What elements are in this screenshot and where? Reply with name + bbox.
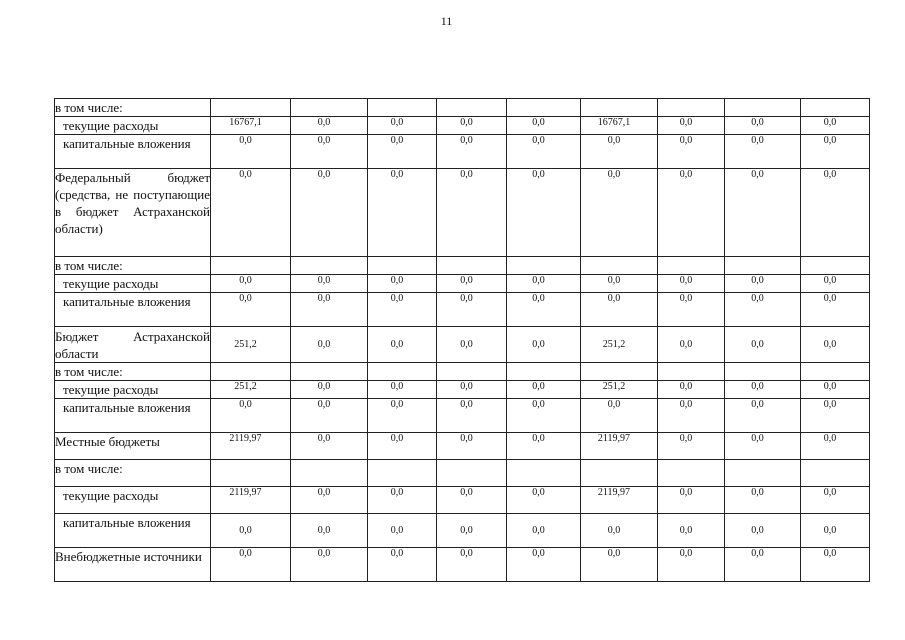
value-cell bbox=[725, 293, 801, 327]
value-cell bbox=[291, 363, 368, 381]
value-cell bbox=[801, 257, 870, 275]
value-cell bbox=[725, 514, 801, 548]
cell-value: 0,0 bbox=[460, 275, 473, 286]
value-cell bbox=[581, 117, 658, 135]
value-cell bbox=[368, 293, 437, 327]
value-cell bbox=[581, 135, 658, 169]
value-cell bbox=[437, 169, 507, 257]
cell-value: 0,0 bbox=[823, 548, 837, 559]
row-label: текущие расходы bbox=[55, 275, 211, 293]
table-row bbox=[55, 135, 870, 169]
cell-value: 0,0 bbox=[823, 487, 837, 498]
value-cell bbox=[581, 399, 658, 433]
cell-value: 0,0 bbox=[679, 381, 693, 392]
value-cell bbox=[211, 117, 291, 135]
value-cell bbox=[211, 487, 291, 514]
value-cell bbox=[211, 293, 291, 327]
cell-value: 0,0 bbox=[532, 548, 545, 559]
table-row bbox=[55, 548, 870, 582]
cell-value: 0,0 bbox=[239, 524, 252, 536]
cell-value: 0,0 bbox=[317, 433, 331, 444]
value-cell bbox=[368, 399, 437, 433]
value-cell bbox=[291, 381, 368, 399]
value-cell bbox=[581, 363, 658, 381]
value-cell bbox=[581, 433, 658, 460]
cell-value: 0,0 bbox=[532, 169, 545, 180]
value-cell bbox=[507, 257, 581, 275]
value-cell bbox=[368, 548, 437, 582]
cell-value: 0,0 bbox=[751, 381, 764, 392]
value-cell bbox=[211, 399, 291, 433]
cell-value: 0,0 bbox=[317, 524, 331, 536]
value-cell bbox=[725, 169, 801, 257]
value-cell bbox=[211, 514, 291, 548]
cell-value: 0,0 bbox=[532, 433, 545, 444]
value-cell bbox=[437, 399, 507, 433]
value-cell bbox=[291, 99, 368, 117]
cell-value: 0,0 bbox=[317, 399, 331, 410]
value-cell bbox=[507, 99, 581, 117]
value-cell bbox=[658, 327, 725, 363]
value-cell bbox=[658, 399, 725, 433]
cell-value: 0,0 bbox=[317, 117, 331, 128]
value-cell bbox=[801, 460, 870, 487]
value-cell bbox=[725, 399, 801, 433]
table-row bbox=[55, 363, 870, 381]
cell-value: 0,0 bbox=[390, 117, 404, 128]
row-label: капитальные вложения bbox=[55, 135, 211, 169]
value-cell bbox=[725, 363, 801, 381]
value-cell bbox=[658, 381, 725, 399]
table-row bbox=[55, 169, 870, 257]
value-cell bbox=[437, 135, 507, 169]
value-cell bbox=[658, 363, 725, 381]
table-row bbox=[55, 433, 870, 460]
value-cell bbox=[658, 99, 725, 117]
value-cell bbox=[291, 460, 368, 487]
cell-value: 0,0 bbox=[751, 487, 764, 498]
cell-value: 0,0 bbox=[679, 135, 693, 146]
value-cell bbox=[725, 117, 801, 135]
value-cell bbox=[437, 293, 507, 327]
value-cell bbox=[211, 169, 291, 257]
cell-value: 0,0 bbox=[460, 381, 473, 392]
value-cell bbox=[291, 293, 368, 327]
value-cell bbox=[658, 433, 725, 460]
cell-value: 0,0 bbox=[239, 399, 252, 410]
value-cell bbox=[801, 117, 870, 135]
budget-table bbox=[54, 98, 870, 582]
value-cell bbox=[368, 363, 437, 381]
value-cell bbox=[437, 327, 507, 363]
cell-value: 0,0 bbox=[823, 293, 837, 304]
cell-value: 0,0 bbox=[239, 135, 252, 146]
value-cell bbox=[581, 381, 658, 399]
value-cell bbox=[211, 460, 291, 487]
cell-value: 16767,1 bbox=[229, 117, 262, 128]
cell-value: 0,0 bbox=[532, 275, 545, 286]
cell-value: 0,0 bbox=[460, 548, 473, 559]
value-cell bbox=[507, 363, 581, 381]
cell-value: 0,0 bbox=[607, 399, 621, 410]
row-label: текущие расходы bbox=[55, 487, 211, 514]
row-label: в том числе: bbox=[55, 363, 211, 381]
value-cell bbox=[801, 99, 870, 117]
cell-value: 0,0 bbox=[823, 275, 837, 286]
row-label: капитальные вложения bbox=[55, 514, 211, 548]
value-cell bbox=[581, 169, 658, 257]
value-cell bbox=[211, 548, 291, 582]
value-cell bbox=[291, 275, 368, 293]
table-row bbox=[55, 257, 870, 275]
table-row bbox=[55, 293, 870, 327]
value-cell bbox=[658, 293, 725, 327]
cell-value: 0,0 bbox=[390, 293, 404, 304]
cell-value: 0,0 bbox=[532, 117, 545, 128]
cell-value: 2119,97 bbox=[597, 487, 631, 498]
value-cell bbox=[581, 487, 658, 514]
cell-value: 0,0 bbox=[532, 524, 545, 536]
cell-value: 0,0 bbox=[390, 135, 404, 146]
row-label: Местные бюджеты bbox=[55, 433, 211, 460]
value-cell bbox=[368, 257, 437, 275]
cell-value: 0,0 bbox=[239, 548, 252, 559]
cell-value: 2119,97 bbox=[229, 433, 262, 444]
cell-value: 0,0 bbox=[390, 433, 404, 444]
value-cell bbox=[291, 135, 368, 169]
value-cell bbox=[507, 293, 581, 327]
value-cell bbox=[801, 487, 870, 514]
cell-value: 0,0 bbox=[460, 399, 473, 410]
cell-value: 0,0 bbox=[751, 275, 764, 286]
cell-value: 0,0 bbox=[751, 169, 764, 180]
value-cell bbox=[211, 381, 291, 399]
cell-value: 0,0 bbox=[607, 548, 621, 559]
value-cell bbox=[801, 381, 870, 399]
value-cell bbox=[507, 433, 581, 460]
value-cell bbox=[658, 460, 725, 487]
cell-value: 0,0 bbox=[823, 399, 837, 410]
row-label: в том числе: bbox=[55, 99, 211, 117]
cell-value: 0,0 bbox=[607, 275, 621, 286]
value-cell bbox=[437, 275, 507, 293]
value-cell bbox=[581, 460, 658, 487]
row-label: в том числе: bbox=[55, 460, 211, 487]
cell-value: 0,0 bbox=[390, 524, 404, 536]
cell-value: 0,0 bbox=[317, 275, 331, 286]
value-cell bbox=[368, 117, 437, 135]
cell-value: 0,0 bbox=[239, 293, 252, 304]
row-label: в том числе: bbox=[55, 257, 211, 275]
value-cell bbox=[658, 169, 725, 257]
table-row bbox=[55, 399, 870, 433]
cell-value: 0,0 bbox=[823, 117, 837, 128]
cell-value: 0,0 bbox=[317, 135, 331, 146]
value-cell bbox=[291, 433, 368, 460]
cell-value: 0,0 bbox=[679, 399, 693, 410]
cell-value: 2119,97 bbox=[597, 433, 631, 444]
value-cell bbox=[291, 514, 368, 548]
cell-value: 0,0 bbox=[679, 433, 693, 444]
value-cell bbox=[211, 99, 291, 117]
value-cell bbox=[725, 548, 801, 582]
value-cell bbox=[507, 399, 581, 433]
cell-value: 0,0 bbox=[751, 524, 764, 536]
value-cell bbox=[658, 275, 725, 293]
cell-value: 0,0 bbox=[239, 169, 252, 180]
cell-value: 0,0 bbox=[823, 524, 837, 536]
value-cell bbox=[658, 257, 725, 275]
cell-value: 0,0 bbox=[390, 169, 404, 180]
cell-value: 0,0 bbox=[532, 399, 545, 410]
cell-value: 0,0 bbox=[460, 169, 473, 180]
value-cell bbox=[211, 327, 291, 363]
value-cell bbox=[581, 327, 658, 363]
value-cell bbox=[507, 169, 581, 257]
value-cell bbox=[211, 433, 291, 460]
value-cell bbox=[291, 327, 368, 363]
cell-value: 0,0 bbox=[460, 293, 473, 304]
value-cell bbox=[801, 363, 870, 381]
page-number: 11 bbox=[440, 14, 453, 28]
value-cell bbox=[725, 487, 801, 514]
value-cell bbox=[801, 293, 870, 327]
value-cell bbox=[725, 433, 801, 460]
value-cell bbox=[291, 548, 368, 582]
value-cell bbox=[291, 487, 368, 514]
value-cell bbox=[368, 381, 437, 399]
value-cell bbox=[507, 548, 581, 582]
value-cell bbox=[658, 487, 725, 514]
value-cell bbox=[291, 399, 368, 433]
value-cell bbox=[211, 363, 291, 381]
cell-value: 0,0 bbox=[390, 381, 404, 392]
value-cell bbox=[725, 99, 801, 117]
cell-value: 0,0 bbox=[317, 169, 331, 180]
cell-value: 0,0 bbox=[317, 338, 331, 350]
value-cell bbox=[507, 275, 581, 293]
cell-value: 16767,1 bbox=[597, 117, 631, 128]
value-cell bbox=[725, 327, 801, 363]
value-cell bbox=[801, 399, 870, 433]
row-label: текущие расходы bbox=[55, 117, 211, 135]
value-cell bbox=[581, 99, 658, 117]
value-cell bbox=[581, 257, 658, 275]
cell-value: 0,0 bbox=[390, 399, 404, 410]
value-cell bbox=[801, 135, 870, 169]
row-label: капитальные вложения bbox=[55, 293, 211, 327]
cell-value: 0,0 bbox=[751, 117, 764, 128]
table-row bbox=[55, 460, 870, 487]
cell-value: 0,0 bbox=[823, 381, 837, 392]
value-cell bbox=[437, 548, 507, 582]
value-cell bbox=[507, 487, 581, 514]
row-label: Бюджет Астраханской области bbox=[55, 328, 210, 361]
cell-value: 0,0 bbox=[751, 293, 764, 304]
value-cell bbox=[507, 117, 581, 135]
cell-value: 2119,97 bbox=[229, 487, 262, 498]
value-cell bbox=[801, 514, 870, 548]
value-cell bbox=[368, 433, 437, 460]
value-cell bbox=[368, 460, 437, 487]
cell-value: 0,0 bbox=[751, 433, 764, 444]
cell-value: 0,0 bbox=[823, 135, 837, 146]
cell-value: 0,0 bbox=[607, 524, 621, 536]
cell-value: 0,0 bbox=[607, 169, 621, 180]
cell-value: 0,0 bbox=[823, 433, 837, 444]
value-cell bbox=[368, 487, 437, 514]
value-cell bbox=[437, 487, 507, 514]
cell-value: 0,0 bbox=[823, 338, 837, 350]
value-cell bbox=[581, 548, 658, 582]
cell-value: 0,0 bbox=[460, 433, 473, 444]
row-label: Федеральный бюджет (средства, не поступающие в бюджет Астраханской области) bbox=[55, 169, 211, 257]
value-cell bbox=[291, 117, 368, 135]
cell-value: 0,0 bbox=[460, 135, 473, 146]
cell-value: 0,0 bbox=[532, 135, 545, 146]
cell-value: 0,0 bbox=[317, 487, 331, 498]
cell-value: 0,0 bbox=[532, 487, 545, 498]
cell-value: 0,0 bbox=[532, 293, 545, 304]
value-cell bbox=[507, 514, 581, 548]
cell-value: 0,0 bbox=[317, 293, 331, 304]
value-cell bbox=[368, 135, 437, 169]
value-cell bbox=[658, 117, 725, 135]
cell-value: 0,0 bbox=[460, 338, 473, 350]
value-cell bbox=[368, 327, 437, 363]
table-row bbox=[55, 514, 870, 548]
cell-value: 251,2 bbox=[602, 381, 626, 392]
value-cell bbox=[658, 514, 725, 548]
value-cell bbox=[211, 135, 291, 169]
cell-value: 0,0 bbox=[679, 275, 693, 286]
cell-value: 0,0 bbox=[460, 487, 473, 498]
value-cell bbox=[801, 275, 870, 293]
cell-value: 0,0 bbox=[679, 487, 693, 498]
table-row bbox=[55, 117, 870, 135]
cell-value: 251,2 bbox=[234, 338, 257, 350]
value-cell bbox=[291, 169, 368, 257]
row-label: текущие расходы bbox=[55, 381, 211, 399]
cell-value: 251,2 bbox=[234, 381, 257, 392]
row-label: Внебюджетные источники bbox=[55, 548, 211, 582]
table-row bbox=[55, 99, 870, 117]
value-cell bbox=[801, 548, 870, 582]
cell-value: 0,0 bbox=[679, 338, 693, 350]
cell-value: 0,0 bbox=[679, 117, 693, 128]
value-cell bbox=[725, 460, 801, 487]
value-cell bbox=[801, 433, 870, 460]
cell-value: 0,0 bbox=[751, 548, 764, 559]
cell-value: 0,0 bbox=[751, 399, 764, 410]
value-cell bbox=[801, 169, 870, 257]
value-cell bbox=[437, 514, 507, 548]
value-cell bbox=[437, 257, 507, 275]
value-cell bbox=[368, 275, 437, 293]
value-cell bbox=[368, 169, 437, 257]
value-cell bbox=[507, 135, 581, 169]
cell-value: 0,0 bbox=[751, 135, 764, 146]
cell-value: 0,0 bbox=[532, 381, 545, 392]
value-cell bbox=[725, 275, 801, 293]
value-cell bbox=[368, 99, 437, 117]
value-cell bbox=[725, 381, 801, 399]
cell-value: 0,0 bbox=[460, 117, 473, 128]
value-cell bbox=[581, 514, 658, 548]
table-row bbox=[55, 381, 870, 399]
value-cell bbox=[725, 135, 801, 169]
cell-value: 0,0 bbox=[679, 169, 693, 180]
cell-value: 0,0 bbox=[390, 548, 404, 559]
value-cell bbox=[581, 275, 658, 293]
value-cell bbox=[581, 293, 658, 327]
cell-value: 0,0 bbox=[390, 338, 404, 350]
table-row bbox=[55, 275, 870, 293]
table-row bbox=[55, 327, 870, 363]
cell-value: 0,0 bbox=[317, 381, 331, 392]
table-row bbox=[55, 487, 870, 514]
value-cell bbox=[291, 257, 368, 275]
cell-value: 0,0 bbox=[317, 548, 331, 559]
value-cell bbox=[211, 275, 291, 293]
value-cell bbox=[437, 363, 507, 381]
value-cell bbox=[437, 433, 507, 460]
cell-value: 0,0 bbox=[607, 293, 621, 304]
cell-value: 0,0 bbox=[751, 338, 764, 350]
cell-value: 251,2 bbox=[602, 338, 626, 350]
value-cell bbox=[658, 548, 725, 582]
cell-value: 0,0 bbox=[390, 487, 404, 498]
value-cell bbox=[211, 257, 291, 275]
cell-value: 0,0 bbox=[607, 135, 621, 146]
value-cell bbox=[437, 99, 507, 117]
cell-value: 0,0 bbox=[679, 293, 693, 304]
value-cell bbox=[368, 514, 437, 548]
cell-value: 0,0 bbox=[679, 548, 693, 559]
value-cell bbox=[507, 327, 581, 363]
row-label: капитальные вложения bbox=[55, 399, 211, 433]
value-cell bbox=[437, 117, 507, 135]
value-cell bbox=[801, 327, 870, 363]
value-cell bbox=[437, 460, 507, 487]
cell-value: 0,0 bbox=[679, 524, 693, 536]
cell-value: 0,0 bbox=[239, 275, 252, 286]
cell-value: 0,0 bbox=[460, 524, 473, 536]
cell-value: 0,0 bbox=[532, 338, 545, 350]
value-cell bbox=[658, 135, 725, 169]
value-cell bbox=[507, 460, 581, 487]
value-cell bbox=[507, 381, 581, 399]
value-cell bbox=[437, 381, 507, 399]
value-cell bbox=[725, 257, 801, 275]
cell-value: 0,0 bbox=[823, 169, 837, 180]
cell-value: 0,0 bbox=[390, 275, 404, 286]
